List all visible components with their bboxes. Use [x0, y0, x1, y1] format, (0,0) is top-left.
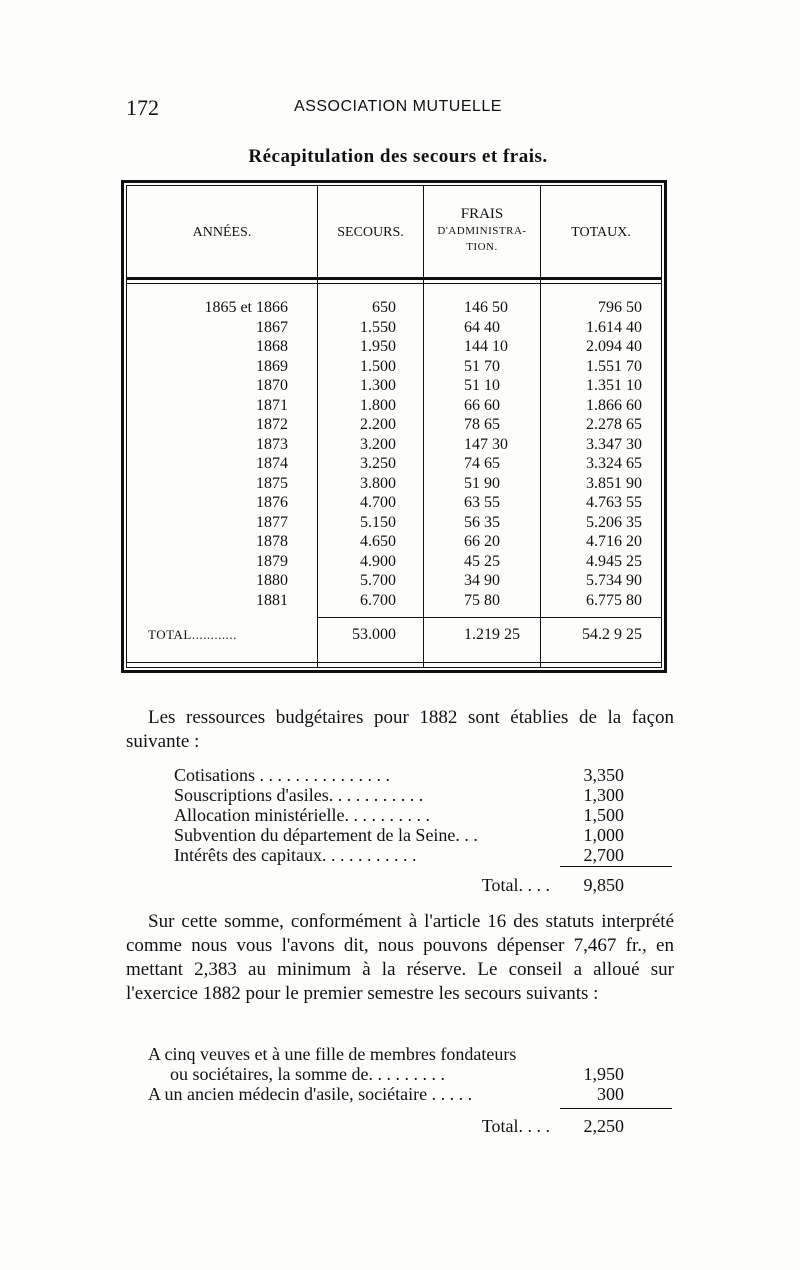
- allocation-line-2: ou sociétaires, la somme de. . . . . . . . .: [170, 1064, 445, 1084]
- cell-frais: 63 55: [464, 494, 500, 511]
- cell-year: 1871: [256, 396, 288, 414]
- cell-year: 1870: [256, 377, 288, 394]
- cell-frais: 75 80: [464, 591, 500, 609]
- table-row: [126, 415, 662, 434]
- table-row: [126, 298, 662, 317]
- cell-frais: 45 25: [464, 552, 500, 570]
- cell-frais: 144 10: [464, 338, 508, 355]
- cell-year: 1865 et 1866: [204, 299, 288, 316]
- resource-amount: 1,000: [583, 825, 624, 845]
- cell-secours: 5.150: [360, 513, 396, 531]
- footer-rule: [127, 662, 661, 663]
- resource-label: Subvention du département de la Seine. . .: [174, 825, 478, 845]
- table-row: [126, 571, 662, 590]
- page-number: 172: [126, 95, 159, 120]
- paragraph-allocation: Sur cette somme, conformément à l'article 16 des statuts interprété comme nous vous l'avons dit, nous pouvons dépenser 7,467 fr., en mettant 2,383 au minimum à la réserve. Le conseil a alloué sur l'exercice 1882 pour le premier semestre les secours suivants :: [126, 911, 674, 1004]
- resource-amount: 3,350: [583, 765, 624, 785]
- table-row: [126, 435, 662, 454]
- cell-total: 3.347 30: [586, 435, 642, 453]
- resources-total: [126, 874, 674, 896]
- cell-year: 1873: [256, 435, 288, 453]
- table-row: [126, 493, 662, 512]
- table-row: [126, 454, 662, 473]
- cell-year: 1881: [256, 591, 288, 609]
- cell-secours: 1.500: [360, 357, 396, 375]
- cell-year: 1872: [256, 416, 288, 433]
- cell-total: 1.614 40: [586, 318, 642, 336]
- table-row: [126, 357, 662, 376]
- resources-total-amount: 9,850: [583, 875, 624, 895]
- cell-frais: 51 10: [464, 377, 500, 394]
- resource-amount: 2,700: [583, 845, 624, 865]
- table-row: [126, 396, 662, 415]
- header-frais-line3: TION.: [466, 241, 498, 253]
- cell-secours: 1.300: [360, 377, 396, 394]
- list-item: [126, 1083, 674, 1105]
- list-item: [126, 824, 674, 846]
- cell-frais: 66 20: [464, 533, 500, 550]
- cell-total: 4.716 20: [586, 533, 642, 550]
- resource-label: Allocation ministérielle. . . . . . . . . .: [174, 805, 430, 825]
- header-annees: ANNÉES.: [192, 225, 252, 240]
- allocation-line-3: A un ancien médecin d'asile, sociétaire . . . . .: [148, 1084, 473, 1104]
- cell-secours: 5.700: [360, 572, 396, 589]
- cell-total: 2.278 65: [586, 416, 642, 433]
- cell-secours: 1.950: [360, 338, 396, 355]
- list-item: [126, 784, 674, 806]
- cell-total: 796 50: [598, 299, 642, 316]
- cell-year: 1875: [256, 474, 288, 492]
- cell-total: 4.945 25: [586, 552, 642, 570]
- section-title: Récapitulation des secours et frais.: [248, 146, 548, 167]
- table-row: [126, 376, 662, 395]
- resource-label: Cotisations . . . . . . . . . . . . . . .: [174, 765, 391, 785]
- table-row: [126, 474, 662, 493]
- total-secours: 53.000: [352, 626, 396, 643]
- allocations-total-amount: 2,250: [583, 1116, 624, 1136]
- cell-frais: 146 50: [464, 299, 508, 316]
- cell-secours: 6.700: [360, 591, 396, 609]
- cell-year: 1877: [256, 513, 288, 531]
- cell-total: 5.206 35: [586, 513, 642, 531]
- header-rule-thin: [127, 283, 661, 284]
- subtotal-rule: [318, 617, 661, 618]
- resources-total-rule: [560, 866, 672, 867]
- paragraph-resources-intro: Les ressources budgétaires pour 1882 sont établies de la façon suivante :: [126, 707, 674, 752]
- cell-year: 1879: [256, 552, 288, 570]
- cell-frais: 78 65: [464, 416, 500, 433]
- cell-secours: 1.800: [360, 396, 396, 414]
- allocations-total-label: Total. . . .: [481, 1116, 550, 1136]
- cell-total: 1.351 10: [586, 377, 642, 394]
- cell-secours: 3.800: [360, 474, 396, 492]
- cell-total: 1.551 70: [586, 357, 642, 375]
- table-row: [126, 552, 662, 571]
- allocation-amount-2: 1,950: [583, 1064, 624, 1084]
- cell-secours: 3.200: [360, 435, 396, 453]
- cell-secours: 1.550: [360, 318, 396, 336]
- total-label: TOTAL............: [148, 627, 237, 642]
- cell-year: 1876: [256, 494, 288, 511]
- cell-secours: 4.900: [360, 552, 396, 570]
- cell-frais: 66 60: [464, 396, 500, 414]
- cell-year: 1878: [256, 533, 288, 550]
- cell-frais: 64 40: [464, 318, 500, 336]
- list-item: [126, 764, 674, 786]
- allocation-amount-3: 300: [597, 1084, 624, 1104]
- cell-frais: 56 35: [464, 513, 500, 531]
- list-item: [126, 1043, 674, 1065]
- cell-secours: 4.650: [360, 533, 396, 550]
- allocation-line-1: A cinq veuves et à une fille de membres fondateurs: [148, 1044, 517, 1064]
- header-rule: [127, 277, 661, 280]
- header-totaux: TOTAUX.: [571, 225, 631, 240]
- cell-frais: 34 90: [464, 572, 500, 589]
- cell-secours: 2.200: [360, 416, 396, 433]
- total-frais: 1.219 25: [464, 626, 520, 643]
- header-frais-line2: D'ADMINISTRA-: [437, 225, 527, 237]
- cell-frais: 51 70: [464, 357, 500, 375]
- table-total-row: [126, 625, 662, 645]
- cell-total: 6.775 80: [586, 591, 642, 609]
- cell-secours: 3.250: [360, 455, 396, 472]
- resource-amount: 1,300: [583, 785, 624, 805]
- cell-total: 1.866 60: [586, 396, 642, 414]
- list-item: [126, 804, 674, 826]
- cell-frais: 51 90: [464, 474, 500, 492]
- cell-total: 4.763 55: [586, 494, 642, 511]
- allocations-total-rule: [560, 1108, 672, 1109]
- table-row: [126, 337, 662, 356]
- header-frais: [424, 205, 540, 255]
- table-row: [126, 532, 662, 551]
- page-header: [126, 95, 670, 121]
- cell-year: 1869: [256, 357, 288, 375]
- cell-total: 3.324 65: [586, 455, 642, 472]
- allocations-total: [126, 1115, 674, 1137]
- header-secours: SECOURS.: [337, 225, 404, 240]
- resource-label: Souscriptions d'asiles. . . . . . . . . . .: [174, 785, 424, 805]
- cell-frais: 74 65: [464, 455, 500, 472]
- resource-amount: 1,500: [583, 805, 624, 825]
- cell-year: 1867: [256, 318, 288, 336]
- resource-label: Intérêts des capitaux. . . . . . . . . . .: [174, 845, 417, 865]
- cell-total: 2.094 40: [586, 338, 642, 355]
- cell-year: 1868: [256, 338, 288, 355]
- total-totaux: 54.2 9 25: [582, 626, 642, 643]
- header-frais-line1: FRAIS: [460, 206, 504, 222]
- cell-total: 5.734 90: [586, 572, 642, 589]
- cell-secours: 650: [372, 299, 396, 316]
- table-row: [126, 591, 662, 610]
- table-row: [126, 318, 662, 337]
- cell-frais: 147 30: [464, 435, 508, 453]
- list-item: [126, 844, 674, 866]
- cell-year: 1880: [256, 572, 288, 589]
- cell-year: 1874: [256, 455, 288, 472]
- resources-total-label: Total. . . .: [481, 875, 550, 895]
- list-item: [126, 1063, 674, 1085]
- cell-secours: 4.700: [360, 494, 396, 511]
- cell-total: 3.851 90: [586, 474, 642, 492]
- table-row: [126, 513, 662, 532]
- running-title: ASSOCIATION MUTUELLE: [294, 98, 502, 115]
